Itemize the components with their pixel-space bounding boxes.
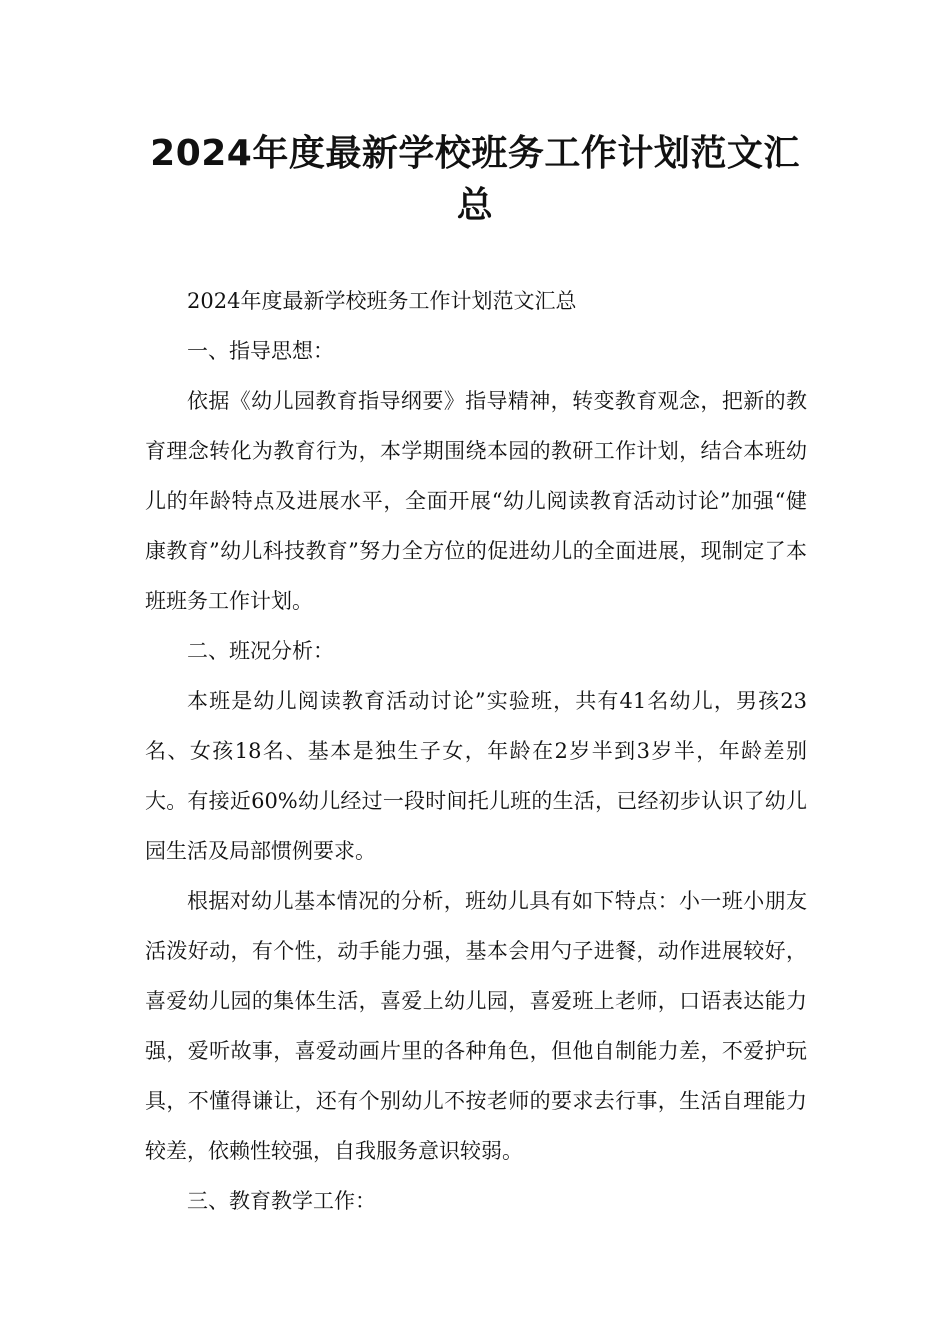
paragraph-subtitle: 2024年度最新学校班务工作计划范文汇总 — [187, 289, 577, 313]
paragraph-class-overview: 本班是幼儿阅读教育活动讨论”实验班，共有41名幼儿，男孩23名、女孩18名、基本是独生子女，年龄在2岁半到3岁半，年龄差别大。有接近60%幼儿经过一段时间托儿班的生活，已经初步认识了幼儿园生活及局部惯例要求。 — [145, 689, 807, 863]
document-title: 2024年度最新学校班务工作计划范文汇总 — [150, 133, 800, 226]
section-heading-guiding-ideology: 一、指导思想： — [187, 339, 334, 363]
paragraph-class-characteristics: 根据对幼儿基本情况的分析，班幼儿具有如下特点：小一班小朋友活泼好动，有个性，动手能力强，基本会用勺子进餐，动作进展较好，喜爱幼儿园的集体生活，喜爱上幼儿园，喜爱班上老师，口语表达能力强，爱听故事，喜爱动画片里的各种角色，但他自制能力差，不爱护玩具，不懂得谦让，还有个别幼儿不按老师的要求去行事，生活自理能力较差，依赖性较强，自我服务意识较弱。 — [145, 889, 807, 1163]
section-heading-teaching-work: 三、教育教学工作： — [187, 1189, 376, 1213]
document-body — [145, 276, 807, 1226]
section-heading-class-analysis: 二、班况分析： — [187, 639, 334, 663]
paragraph-guiding-ideology: 依据《幼儿园教育指导纲要》指导精神，转变教育观念，把新的教育理念转化为教育行为，本学期围绕本园的教研工作计划，结合本班幼儿的年龄特点及进展水平，全面开展“幼儿阅读教育活动讨论”加强“健康教育”幼儿科技教育”努力全方位的促进幼儿的全面进展，现制定了本班班务工作计划。 — [145, 389, 807, 613]
